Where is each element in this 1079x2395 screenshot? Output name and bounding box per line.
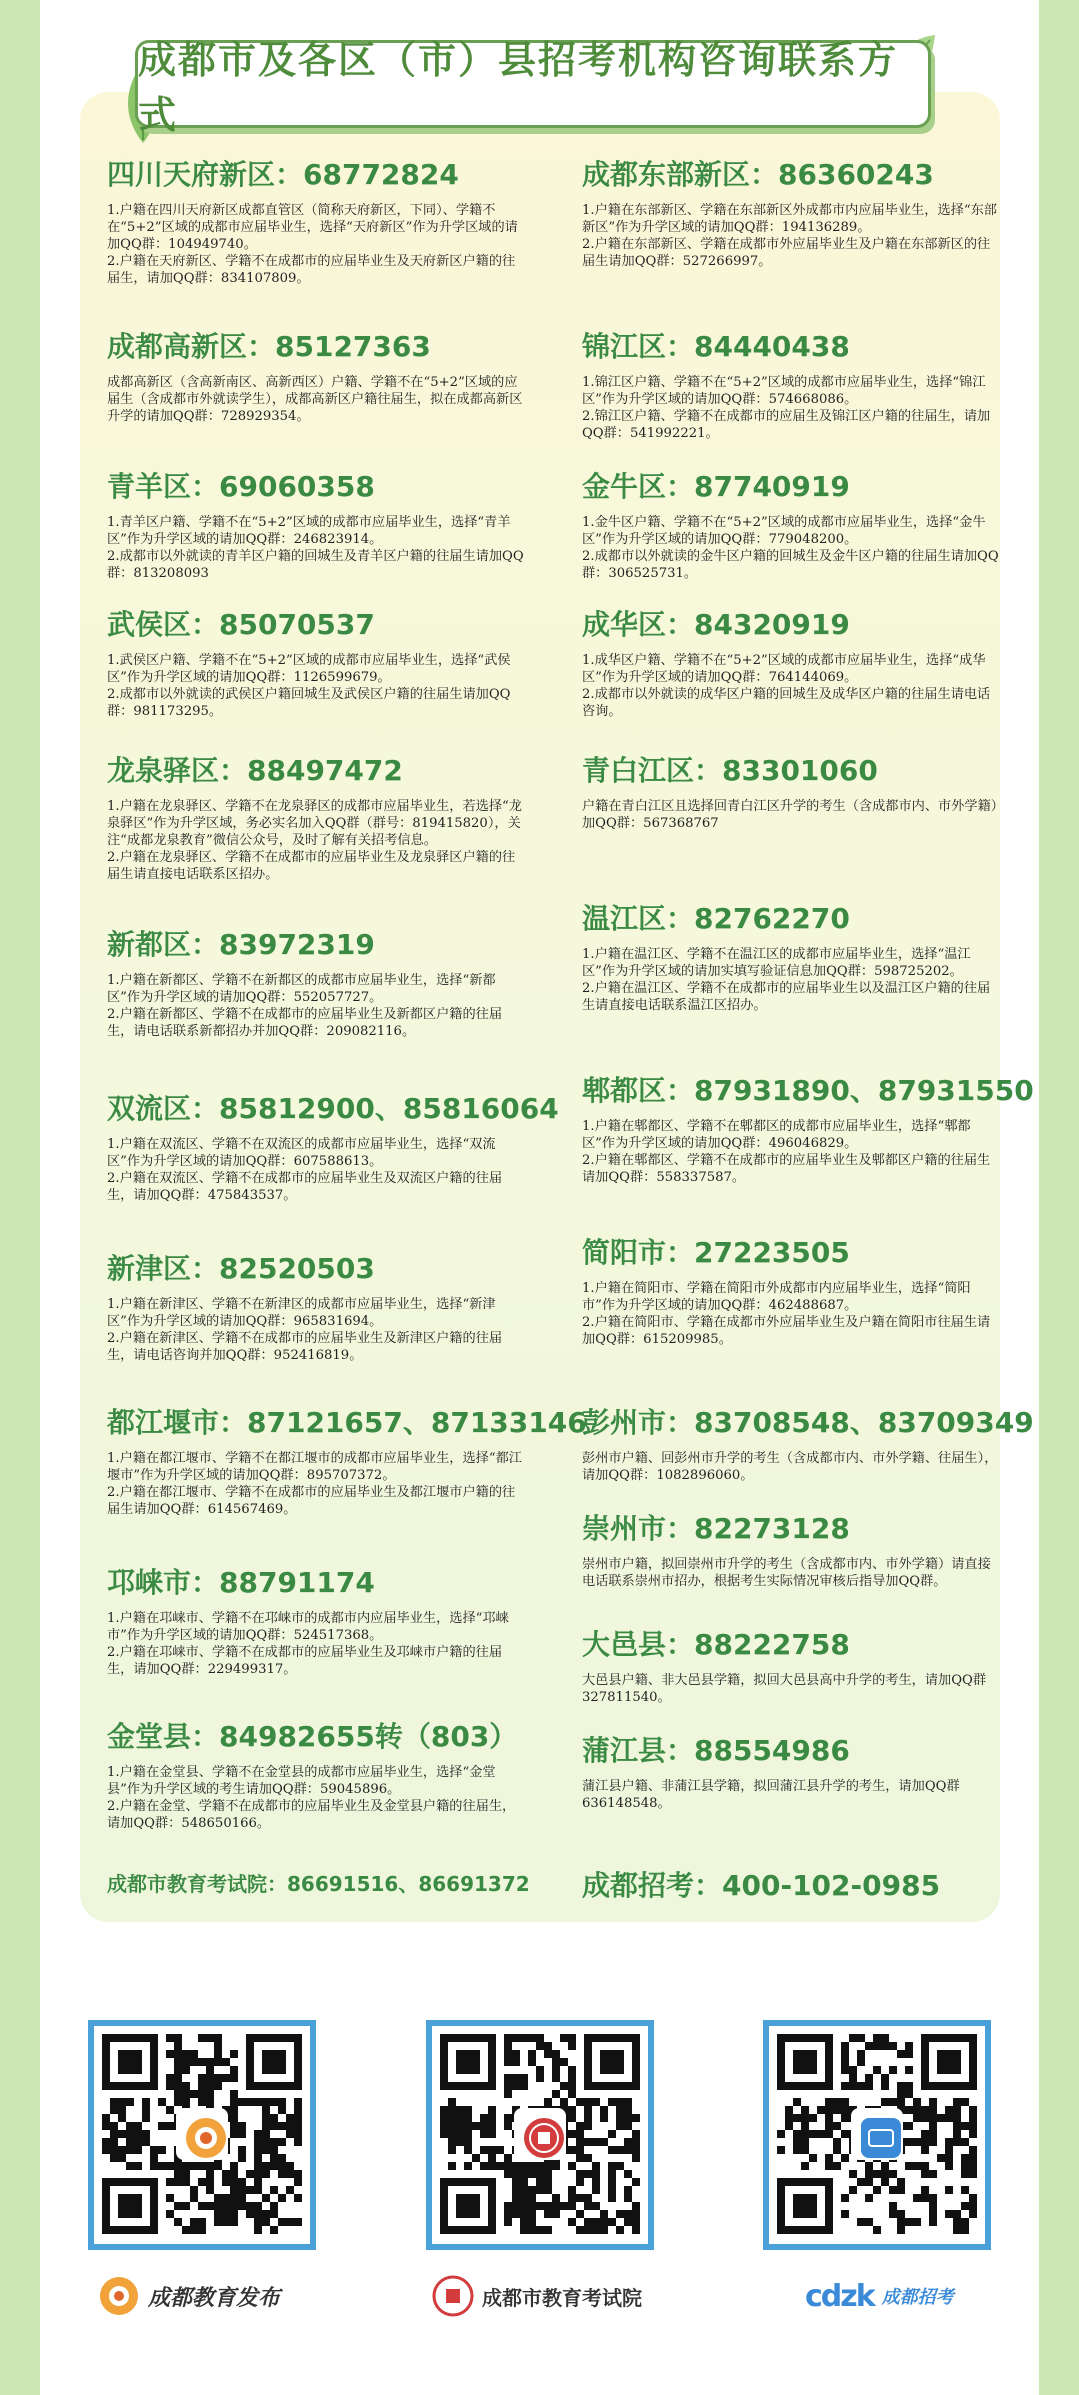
contact-item — [107, 754, 527, 883]
contact-text: 2.户籍在都江堰市、学籍不在成都市的应届毕业生及都江堰市户籍的往届生请加QQ群：614567469。 — [107, 1485, 516, 1517]
contact-text: 1.户籍在四川天府新区成都直管区（简称天府新区，下同）、学籍不在“5+2”区域的成都市应届毕业生，选择“天府新区”作为升学区域的请加QQ群：104949740。 — [107, 203, 518, 252]
contact-text: 1.户籍在金堂县、学籍不在金堂县的成都市应届毕业生，选择“金堂县”作为升学区域的考生请加QQ群：59045896。 — [107, 1765, 496, 1797]
contact-text: 彭州市户籍、回彭州市升学的考生（含成都市内、市外学籍、往届生），请加QQ群：1082896060。 — [582, 1451, 998, 1483]
contact-heading: 彭州市：83708548、83709349 — [582, 1406, 1034, 1439]
education-logo-icon — [176, 2108, 228, 2160]
contact-text: 1.武侯区户籍、学籍不在“5+2”区域的成都市应届毕业生，选择“武侯区”作为升学区域的请加QQ群：1126599679。 — [107, 653, 511, 685]
contact-text: 2.户籍在温江区、学籍不在成都市的应届毕业生以及温江区户籍的往届生请直接电话联系温江区招办。 — [582, 981, 991, 1013]
contact-text: 1.户籍在新都区、学籍不在新都区的成都市应届毕业生，选择“新都区”作为升学区域的请加QQ群：552057727。 — [107, 973, 496, 1005]
brand-exam-institute — [432, 2270, 642, 2322]
contact-text: 1.户籍在都江堰市、学籍不在都江堰市的成都市应届毕业生，选择“都江堰市”作为升学区域的请加QQ群：895707372。 — [107, 1451, 522, 1483]
contact-item — [107, 1566, 527, 1678]
contact-item — [582, 470, 1002, 582]
contact-text: 2.户籍在龙泉驿区、学籍不在成都市的应届毕业生及龙泉驿区户籍的往届生请直接电话联系区招办。 — [107, 850, 516, 882]
brand-zhaokao — [805, 2270, 954, 2322]
contact-item — [107, 1092, 559, 1204]
contact-item — [582, 1236, 1002, 1348]
left-border — [0, 0, 40, 2395]
contact-item — [107, 158, 527, 287]
education-logo-icon — [98, 2275, 140, 2317]
brand-education-release — [98, 2270, 280, 2322]
exam-institute-logo-icon — [514, 2108, 566, 2160]
contact-heading: 蒲江县：88554986 — [582, 1734, 850, 1767]
contact-item — [582, 608, 1002, 720]
contact-item — [582, 1628, 1002, 1706]
contact-item — [582, 754, 1002, 832]
contact-heading: 都江堰市：87121657、87133146 — [107, 1406, 587, 1439]
contact-text: 2.锦江区户籍、学籍不在成都市的应届生及锦江区户籍的往届生，请加QQ群：541992221。 — [582, 409, 991, 441]
contact-heading: 成华区：84320919 — [582, 608, 850, 641]
contact-text: 大邑县户籍、非大邑县学籍，拟回大邑县高中升学的考生，请加QQ群327811540。 — [582, 1673, 987, 1705]
contact-heading: 简阳市：27223505 — [582, 1236, 850, 1269]
contact-text: 1.成华区户籍、学籍不在“5+2”区域的成都市应届毕业生，选择“成华区”作为升学区域的请加QQ群：764144069。 — [582, 653, 986, 685]
zhaokao-logo-icon — [851, 2108, 903, 2160]
exam-institute-logo-icon — [432, 2275, 474, 2317]
contact-text: 1.户籍在邛崃市、学籍不在邛崃市的成都市内应届毕业生，选择“邛崃市”作为升学区域的请加QQ群：524517368。 — [107, 1611, 509, 1643]
brand-name: 成都市教育考试院 — [482, 2285, 642, 2310]
contact-text: 2.户籍在天府新区、学籍不在成都市的应届毕业生及天府新区户籍的往届生，请加QQ群：834107809。 — [107, 254, 516, 286]
contact-item — [582, 1734, 1002, 1812]
contact-text: 1.青羊区户籍、学籍不在“5+2”区域的成都市应届毕业生，选择“青羊区”作为升学区域的请加QQ群：246823914。 — [107, 515, 511, 547]
contact-text: 户籍在青白江区且选择回青白江区升学的考生（含成都市内、市外学籍）加QQ群：567368767 — [582, 799, 998, 831]
contact-text: 2.成都市以外就读的武侯区户籍回城生及武侯区户籍的往届生请加QQ群：981173295。 — [107, 687, 511, 719]
contact-text: 2.户籍在东部新区、学籍在成都市外应届毕业生及户籍在东部新区的往届生请加QQ群：527266997。 — [582, 237, 991, 269]
contact-text: 2.户籍在金堂、学籍不在成都市的应届毕业生及金堂县户籍的往届生，请加QQ群：548650166。 — [107, 1799, 516, 1831]
zhaokao-logo-text: cdzk — [805, 2278, 874, 2314]
page-title-text: 成都市及各区（市）县招考机构咨询联系方式 — [138, 38, 899, 137]
brand-name: 成都教育发布 — [148, 2285, 281, 2311]
contact-text: 1.户籍在东部新区、学籍在东部新区外成都市内应届毕业生，选择“东部新区”作为升学区域的请加QQ群：194136289。 — [582, 203, 997, 235]
contact-text: 2.成都市以外就读的金牛区户籍的回城生及金牛区户籍的往届生请加QQ群：306525731。 — [582, 549, 999, 581]
contact-heading: 双流区：85812900、85816064 — [107, 1092, 559, 1125]
contact-heading: 青羊区：69060358 — [107, 470, 375, 503]
contact-heading: 崇州市：82273128 — [582, 1512, 850, 1545]
contact-heading: 成都东部新区：86360243 — [582, 158, 934, 191]
contact-heading: 大邑县：88222758 — [582, 1628, 850, 1661]
contact-heading: 金堂县：84982655转（803） — [107, 1720, 518, 1753]
contact-heading: 邛崃市：88791174 — [107, 1566, 375, 1599]
contact-item — [582, 158, 1002, 270]
contact-text: 2.户籍在新都区、学籍不在成都市的应届毕业生及新都区户籍的往届生，请电话联系新都招办并加QQ群：209082116。 — [107, 1007, 503, 1039]
contact-item — [107, 330, 527, 425]
right-border — [1039, 0, 1079, 2395]
qr-code — [763, 2020, 991, 2250]
contact-text: 崇州市户籍，拟回崇州市升学的考生（含成都市内、市外学籍）请直接电话联系崇州市招办，根据考生实际情况审核后指导加QQ群。 — [582, 1557, 991, 1589]
contact-heading: 武侯区：85070537 — [107, 608, 375, 641]
contact-heading: 新都区：83972319 — [107, 928, 375, 961]
qr-code — [426, 2020, 654, 2250]
contact-text: 2.户籍在双流区、学籍不在成都市的应届毕业生及双流区户籍的往届生，请加QQ群：475843537。 — [107, 1171, 503, 1203]
contact-text: 2.户籍在新津区、学籍不在成都市的应届毕业生及新津区户籍的往届生，请电话咨询并加QQ群：952416819。 — [107, 1331, 503, 1363]
contact-text: 成都高新区（含高新南区、高新西区）户籍、学籍不在“5+2”区域的应届生（含成都市外就读学生），成都高新区户籍往届生，拟在成都高新区升学的请加QQ群：728929354。 — [107, 375, 523, 424]
contact-text: 2.成都市以外就读的青羊区户籍的回城生及青羊区户籍的往届生请加QQ群：813208093 — [107, 549, 524, 581]
contact-heading: 锦江区：84440438 — [582, 330, 850, 363]
contact-text: 1.户籍在温江区、学籍不在温江区的成都市应届毕业生，选择“温江区”作为升学区域的请加实填写验证信息加QQ群：598725202。 — [582, 947, 971, 979]
qr-code — [88, 2020, 316, 2250]
contact-item — [107, 608, 527, 720]
contact-item — [107, 1252, 527, 1364]
contact-heading: 郫都区：87931890、87931550 — [582, 1074, 1034, 1107]
contact-item — [582, 330, 1002, 442]
contact-text: 1.户籍在新津区、学籍不在新津区的成都市应届毕业生，选择“新津区”作为升学区域的请加QQ群：965831694。 — [107, 1297, 496, 1329]
zhaokao-hotline: 成都招考：400-102-0985 — [582, 1869, 941, 1902]
contact-item — [107, 470, 527, 582]
contact-text: 2.户籍在郫都区、学籍不在成都市的应届毕业生及郫都区户籍的往届生请加QQ群：558337587。 — [582, 1153, 991, 1185]
contact-item — [107, 928, 527, 1040]
contact-item — [582, 1074, 1034, 1186]
exam-institute-phone: 成都市教育考试院：86691516、86691372 — [107, 1872, 530, 1896]
contact-item — [582, 1406, 1034, 1484]
contact-heading: 温江区：82762270 — [582, 902, 850, 935]
contact-heading: 成都高新区：85127363 — [107, 330, 431, 363]
contact-text: 1.锦江区户籍、学籍不在“5+2”区域的成都市应届毕业生，选择“锦江区”作为升学区域的请加QQ群：574668086。 — [582, 375, 986, 407]
contact-heading: 四川天府新区：68772824 — [107, 158, 459, 191]
contact-item — [582, 1512, 1002, 1590]
contact-text: 2.户籍在简阳市、学籍在成都市外应届毕业生及户籍在简阳市往届生请加QQ群：615209985。 — [582, 1315, 991, 1347]
contact-item — [107, 1720, 527, 1832]
contact-item — [582, 902, 1002, 1014]
contact-heading: 龙泉驿区：88497472 — [107, 754, 403, 787]
contact-item — [107, 1406, 587, 1518]
contact-heading: 新津区：82520503 — [107, 1252, 375, 1285]
contact-text: 2.成都市以外就读的成华区户籍的回城生及成华区户籍的往届生请电话咨询。 — [582, 687, 991, 719]
contact-heading: 青白江区：83301060 — [582, 754, 878, 787]
contact-text: 1.户籍在双流区、学籍不在双流区的成都市应届毕业生，选择“双流区”作为升学区域的请加QQ群：607588613。 — [107, 1137, 496, 1169]
contact-text: 1.户籍在郫都区、学籍不在郫都区的成都市应届毕业生，选择“郫都区”作为升学区域的请加QQ群：496046829。 — [582, 1119, 971, 1151]
contact-text: 蒲江县户籍、非蒲江县学籍，拟回蒲江县升学的考生，请加QQ群636148548。 — [582, 1779, 960, 1811]
brand-name: 成都招考 — [881, 2287, 954, 2308]
contact-text: 2.户籍在邛崃市、学籍不在成都市的应届毕业生及邛崃市户籍的往届生，请加QQ群：229499317。 — [107, 1645, 503, 1677]
contact-text: 1.户籍在简阳市、学籍在简阳市外成都市内应届毕业生，选择“简阳市”作为升学区域的请加QQ群：462488687。 — [582, 1281, 971, 1313]
page-title — [135, 38, 931, 137]
contact-text: 1.金牛区户籍、学籍不在“5+2”区域的成都市应届毕业生，选择“金牛区”作为升学区域的请加QQ群：779048200。 — [582, 515, 986, 547]
contact-heading: 金牛区：87740919 — [582, 470, 850, 503]
contact-text: 1.户籍在龙泉驿区、学籍不在龙泉驿区的成都市应届毕业生，若选择“龙泉驿区”作为升学区域，务必实名加入QQ群（群号：819415820），关注“成都龙泉教育”微信公众号，及时了解有关招考信息。 — [107, 799, 522, 848]
